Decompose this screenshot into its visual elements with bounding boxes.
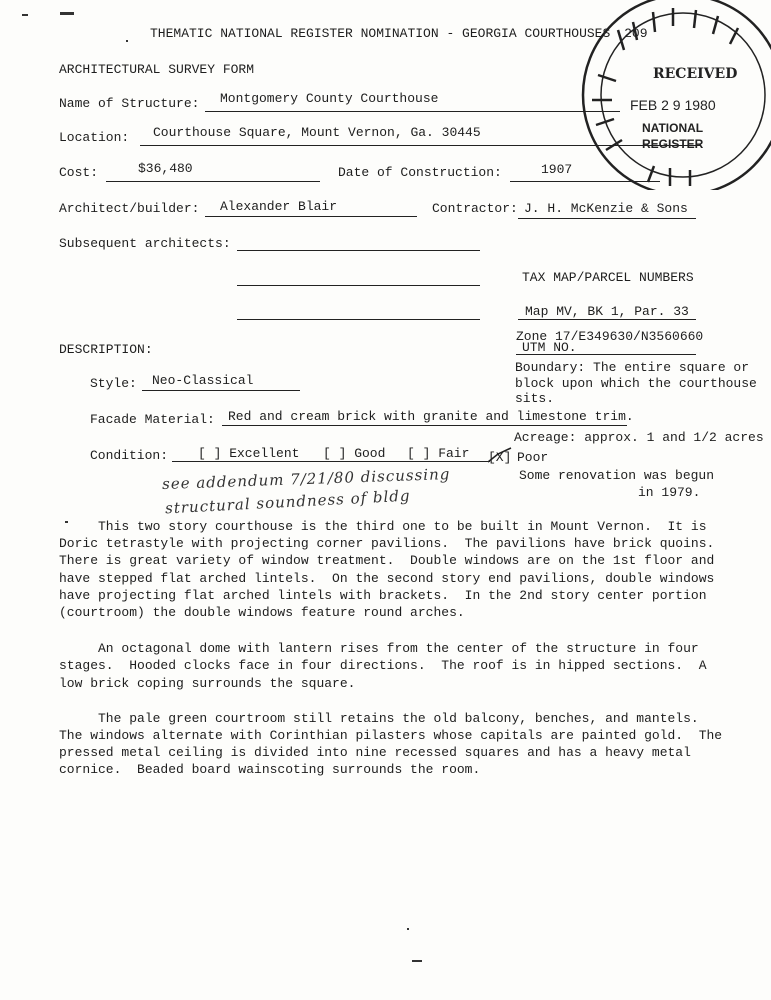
paragraph-1-line-1: This two story courthouse is the third one to be built in Mount Vernon. It is bbox=[98, 519, 707, 534]
condition-label: Condition: bbox=[90, 448, 169, 463]
handwritten-note-line-2: structural soundness of bldg bbox=[164, 486, 411, 518]
name-underline bbox=[205, 111, 620, 112]
stamp-date: FEB 2 9 1980 bbox=[630, 97, 716, 113]
architect-label: Architect/builder: bbox=[59, 201, 200, 216]
subsequent-line-3 bbox=[237, 319, 480, 320]
renovation-line-2: in 1979. bbox=[638, 485, 701, 500]
name-label: Name of Structure: bbox=[59, 96, 200, 111]
paragraph-2-line-3: low brick coping surrounds the square. bbox=[59, 676, 356, 691]
boundary-line-1: Boundary: The entire square or bbox=[515, 360, 750, 375]
paragraph-1-line-3: There is great variety of window treatment. Double windows are on the 1st floor and bbox=[59, 553, 715, 568]
stamp-register: REGISTER bbox=[642, 137, 704, 151]
contractor-label: Contractor: bbox=[432, 201, 518, 216]
subsequent-label: Subsequent architects: bbox=[59, 236, 231, 251]
condition-poor: Poor bbox=[517, 450, 549, 465]
paragraph-1-line-2: Doric tetrastyle with projecting corner pavilions. The pavilions have brick quoins. bbox=[59, 536, 715, 551]
name-value: Montgomery County Courthouse bbox=[220, 91, 439, 106]
boundary-line-3: sits. bbox=[515, 391, 555, 406]
stamp-received: RECEIVED bbox=[653, 66, 738, 82]
location-underline bbox=[140, 145, 700, 146]
location-label: Location: bbox=[59, 130, 130, 145]
paragraph-3-line-2: The windows alternate with Corinthian pilasters whose capitals are painted gold. The bbox=[59, 728, 723, 743]
contractor-underline bbox=[518, 218, 696, 219]
architect-underline bbox=[205, 216, 417, 217]
description-label: DESCRIPTION: bbox=[59, 342, 153, 357]
stamp-national: NATIONAL bbox=[642, 121, 704, 135]
cost-value: $36,480 bbox=[138, 161, 193, 176]
condition-good: [ ] Good bbox=[323, 446, 386, 461]
paragraph-3-line-1: The pale green courtroom still retains the old balcony, benches, and mantels. bbox=[59, 711, 699, 726]
paragraph-2-line-2: stages. Hooded clocks face in four directions. The roof is in hipped sections. A bbox=[59, 658, 707, 673]
scan-speck bbox=[412, 960, 422, 962]
architect-value: Alexander Blair bbox=[220, 199, 338, 214]
date-value: 1907 bbox=[541, 162, 573, 177]
facade-underline bbox=[222, 425, 627, 426]
condition-underline bbox=[172, 461, 490, 462]
condition-excellent: [ ] Excellent bbox=[198, 446, 300, 461]
paragraph-1-line-4: have stepped flat arched lintels. On the second story end pavilions, double windows bbox=[59, 571, 715, 586]
scan-speck bbox=[126, 40, 128, 42]
handwritten-note-line-1: see addendum 7/21/80 discussing bbox=[161, 464, 451, 494]
paragraph-1-line-5: have projecting flat arched lintels with brackets. In the 2nd story center portion bbox=[59, 588, 707, 603]
map-value: Map MV, BK 1, Par. 33 bbox=[525, 304, 689, 319]
condition-poor-box: [X] bbox=[488, 450, 512, 465]
paragraph-3-line-4: cornice. Beaded board wainscoting surrounds the room. bbox=[59, 762, 481, 777]
document-title: THEMATIC NATIONAL REGISTER NOMINATION - GEORGIA COURTHOUSES 209 bbox=[150, 26, 648, 41]
scan-speck bbox=[22, 14, 28, 16]
style-underline bbox=[142, 390, 300, 391]
utm-underline bbox=[516, 354, 696, 355]
zone-value: Zone 17/E349630/N3560660 bbox=[516, 329, 704, 344]
facade-label: Facade Material: bbox=[90, 412, 215, 427]
paragraph-1-line-6: (courtroom) the double windows feature round arches. bbox=[59, 605, 465, 620]
acreage: Acreage: approx. 1 and 1/2 acres bbox=[514, 430, 764, 445]
boundary-line-2: block upon which the courthouse bbox=[515, 376, 757, 391]
paragraph-3-line-3: pressed metal ceiling is divided into nine recessed squares and has a heavy metal bbox=[59, 745, 691, 760]
style-value: Neo-Classical bbox=[152, 373, 254, 388]
received-stamp bbox=[578, 0, 771, 190]
utm-label: UTM NO. bbox=[522, 340, 577, 355]
scan-speck bbox=[65, 521, 68, 523]
subsequent-line-2 bbox=[237, 285, 480, 286]
subsequent-line-1 bbox=[237, 250, 480, 251]
map-underline bbox=[518, 319, 696, 320]
scan-speck bbox=[60, 12, 74, 15]
contractor-value: J. H. McKenzie & Sons bbox=[524, 201, 688, 216]
facade-value: Red and cream brick with granite and limestone trim. bbox=[228, 409, 634, 424]
scan-speck bbox=[407, 928, 409, 930]
condition-fair: [ ] Fair bbox=[407, 446, 470, 461]
tax-map-heading: TAX MAP/PARCEL NUMBERS bbox=[522, 270, 694, 285]
date-underline bbox=[510, 181, 660, 182]
date-label: Date of Construction: bbox=[338, 165, 502, 180]
location-value: Courthouse Square, Mount Vernon, Ga. 30445 bbox=[153, 125, 481, 140]
poor-checkmark-icon bbox=[484, 446, 514, 466]
cost-underline bbox=[106, 181, 320, 182]
form-name: ARCHITECTURAL SURVEY FORM bbox=[59, 62, 255, 77]
cost-label: Cost: bbox=[59, 165, 99, 180]
paragraph-2-line-1: An octagonal dome with lantern rises from the center of the structure in four bbox=[59, 641, 699, 656]
renovation-line-1: Some renovation was begun bbox=[519, 468, 715, 483]
style-label: Style: bbox=[90, 376, 137, 391]
